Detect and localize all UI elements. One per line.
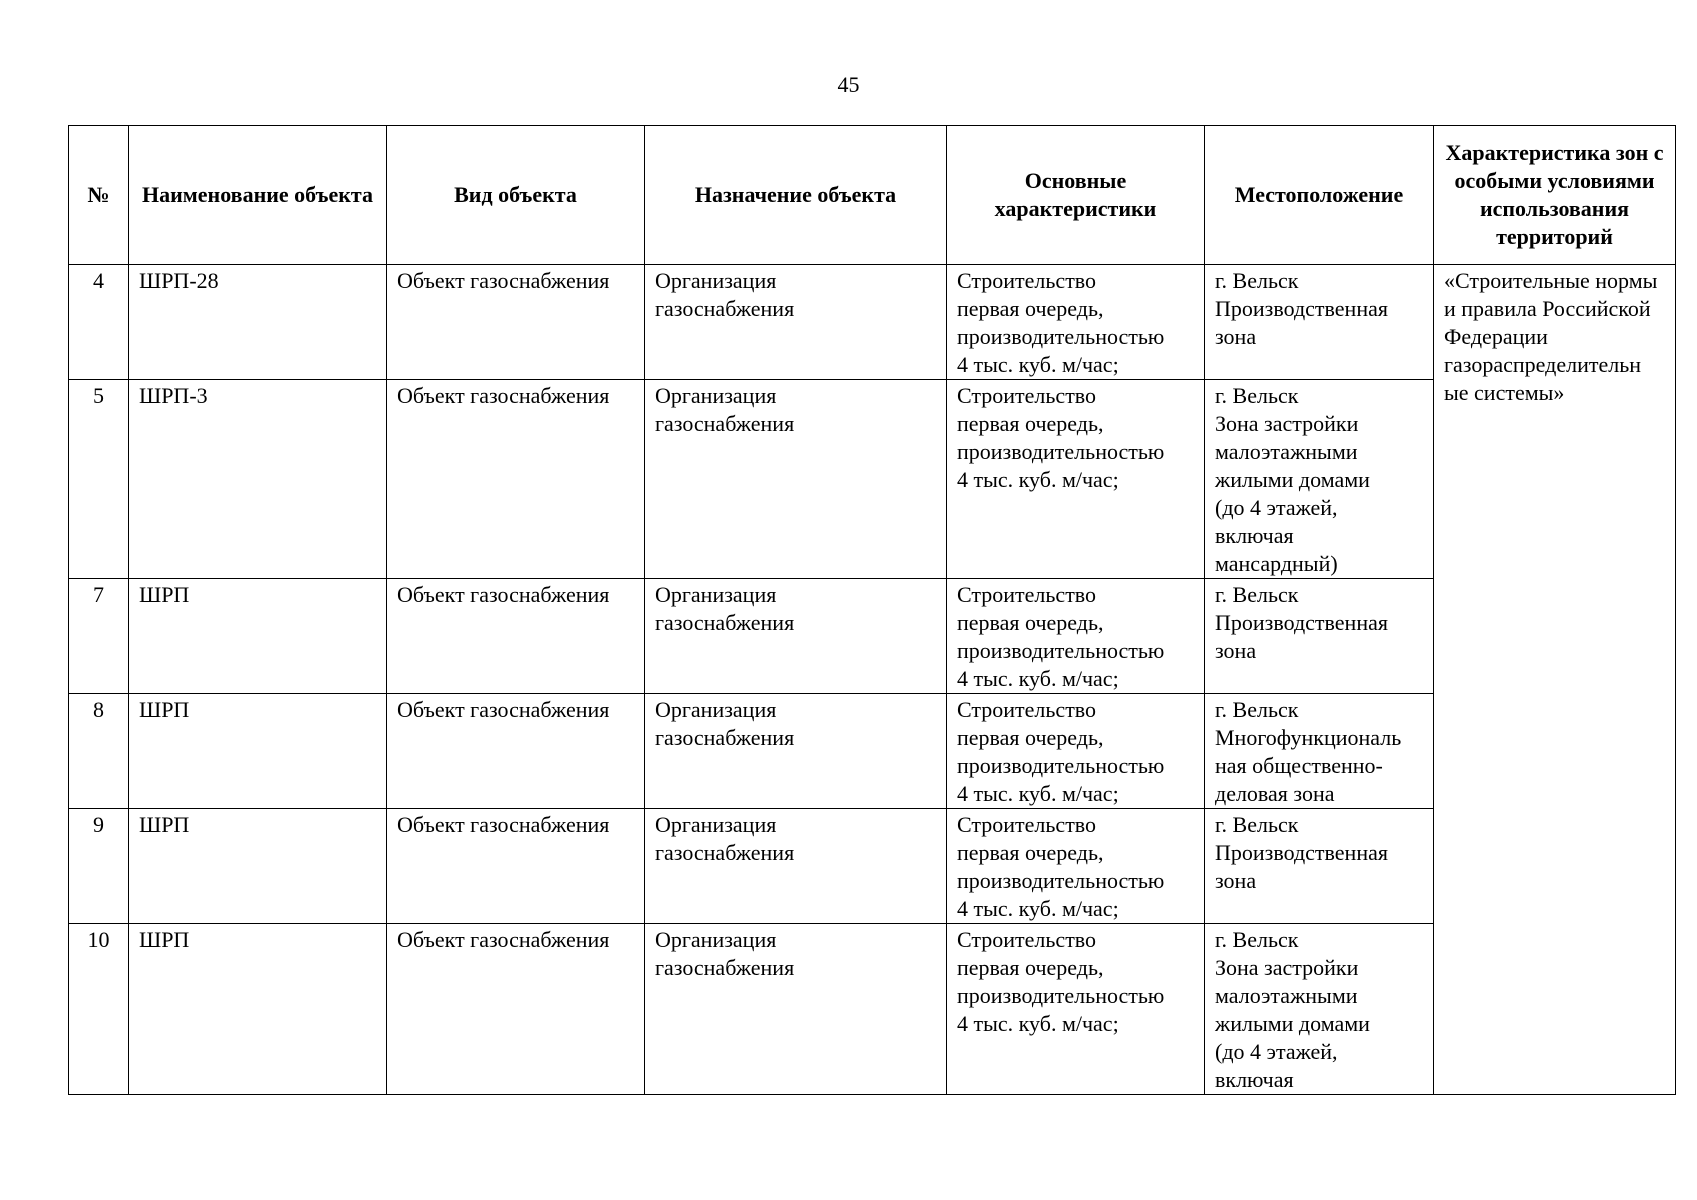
- header-location: Местоположение: [1205, 126, 1434, 265]
- object-type: Объект газоснабжения: [387, 809, 645, 924]
- header-zone-characteristics: Характеристика зон с особыми условиями использования территорий: [1434, 126, 1676, 265]
- row-number: 8: [69, 694, 129, 809]
- object-purpose: Организация газоснабжения: [645, 265, 947, 380]
- header-object-purpose: Назначение объекта: [645, 126, 947, 265]
- object-location: г. Вельск Многофункциональ ная общественно- деловая зона: [1205, 694, 1434, 809]
- header-main-characteristics: Основные характеристики: [947, 126, 1205, 265]
- table-header-row: [69, 126, 1676, 265]
- object-location: г. Вельск Производственная зона: [1205, 579, 1434, 694]
- header-object-name: Наименование объекта: [129, 126, 387, 265]
- object-name: ШРП: [129, 924, 387, 1095]
- object-characteristics: Строительство первая очередь, производительностью 4 тыс. куб. м/час;: [947, 694, 1205, 809]
- object-purpose: Организация газоснабжения: [645, 809, 947, 924]
- objects-table: [68, 125, 1676, 1095]
- object-name: ШРП: [129, 579, 387, 694]
- object-name: ШРП: [129, 694, 387, 809]
- object-type: Объект газоснабжения: [387, 924, 645, 1095]
- object-name: ШРП-28: [129, 265, 387, 380]
- zone-characteristics: «Строительные нормы и правила Российской Федерации газораспределительн ые системы»: [1434, 265, 1676, 1095]
- object-purpose: Организация газоснабжения: [645, 579, 947, 694]
- row-number: 5: [69, 380, 129, 579]
- object-purpose: Организация газоснабжения: [645, 924, 947, 1095]
- object-characteristics: Строительство первая очередь, производительностью 4 тыс. куб. м/час;: [947, 380, 1205, 579]
- row-number: 4: [69, 265, 129, 380]
- object-purpose: Организация газоснабжения: [645, 380, 947, 579]
- header-object-type: Вид объекта: [387, 126, 645, 265]
- object-type: Объект газоснабжения: [387, 265, 645, 380]
- row-number: 9: [69, 809, 129, 924]
- object-characteristics: Строительство первая очередь, производительностью 4 тыс. куб. м/час;: [947, 809, 1205, 924]
- object-location: г. Вельск Производственная зона: [1205, 809, 1434, 924]
- object-location: г. Вельск Зона застройки малоэтажными жилыми домами (до 4 этажей, включая: [1205, 924, 1434, 1095]
- object-characteristics: Строительство первая очередь, производительностью 4 тыс. куб. м/час;: [947, 924, 1205, 1095]
- row-number: 7: [69, 579, 129, 694]
- header-number: №: [69, 126, 129, 265]
- object-type: Объект газоснабжения: [387, 579, 645, 694]
- table-row: [69, 265, 1676, 380]
- object-location: г. Вельск Зона застройки малоэтажными жилыми домами (до 4 этажей, включая мансардный): [1205, 380, 1434, 579]
- object-characteristics: Строительство первая очередь, производительностью 4 тыс. куб. м/час;: [947, 579, 1205, 694]
- object-characteristics: Строительство первая очередь, производительностью 4 тыс. куб. м/час;: [947, 265, 1205, 380]
- object-location: г. Вельск Производственная зона: [1205, 265, 1434, 380]
- object-name: ШРП-3: [129, 380, 387, 579]
- object-name: ШРП: [129, 809, 387, 924]
- object-purpose: Организация газоснабжения: [645, 694, 947, 809]
- row-number: 10: [69, 924, 129, 1095]
- page-number: 45: [837, 72, 860, 97]
- object-type: Объект газоснабжения: [387, 694, 645, 809]
- object-type: Объект газоснабжения: [387, 380, 645, 579]
